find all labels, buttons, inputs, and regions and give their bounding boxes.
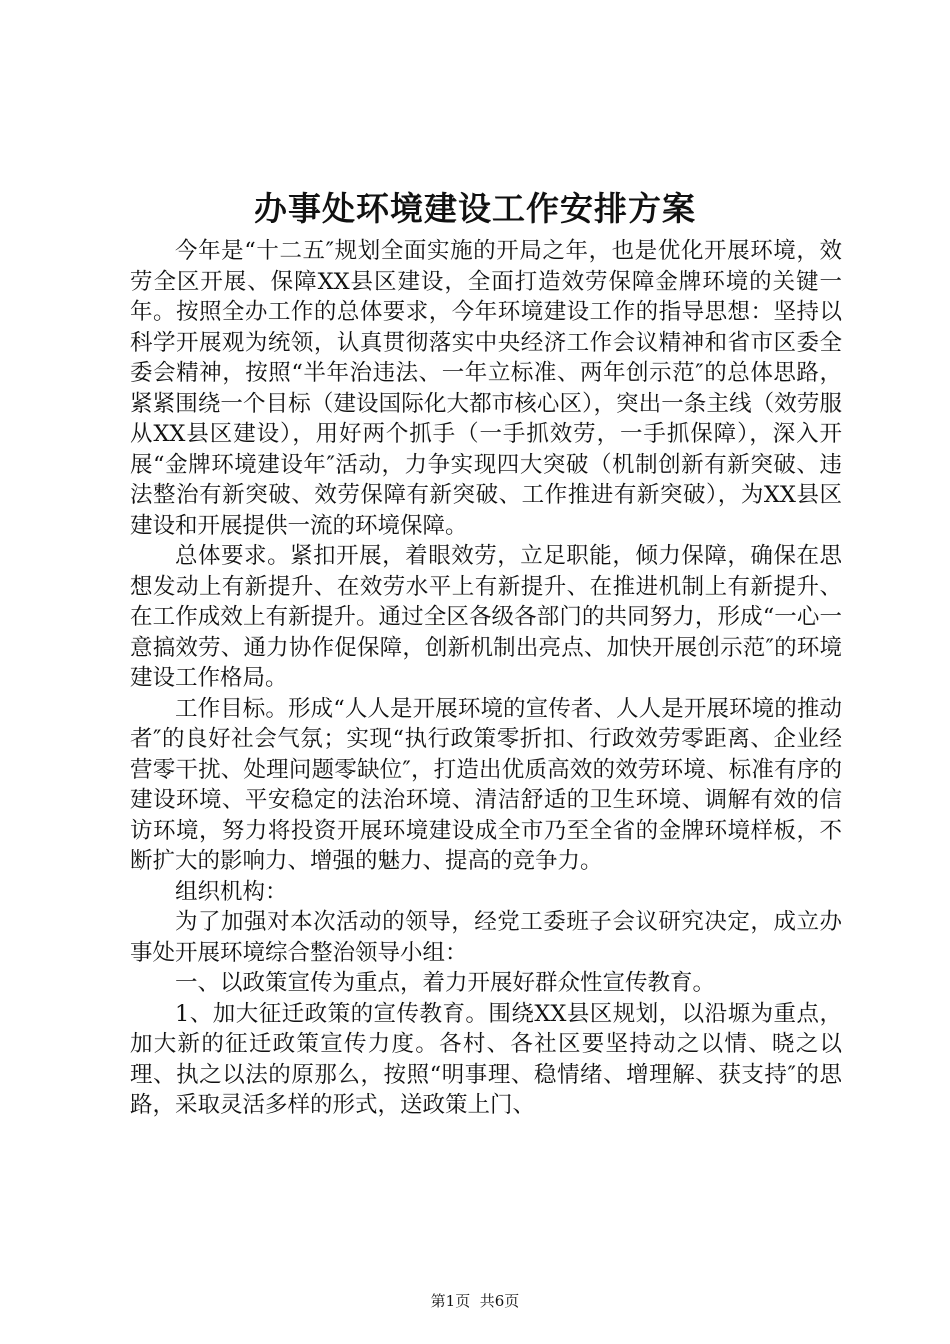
paragraph-organization-heading: 组织机构： [175,878,288,905]
document-body [130,236,842,1121]
paragraph-general-requirements: 总体要求。紧扣开展，着眼效劳，立足职能，倾力保障，确保在思想发动上有新提升、在效劳水平上有新提升、在推进机制上有新提升、在工作成效上有新提升。通过全区各级各部门的共同努力，形成“一心一意搞效劳、通力协作促保障，创新机制出亮点、加快开展创示范″的环境建设工作格局。 [130,543,842,691]
page-number-total: 共6页 [479,1292,520,1310]
paragraph-intro: 今年是“十二五″规划全面实施的开局之年，也是优化开展环境，效劳全区开展、保障XX县区建设，全面打造效劳保障金牌环境的关键一年。按照全办工作的总体要求，今年环境建设工作的指导思想：坚持以科学开展观为统领，认真贯彻落实中央经济工作会议精神和省市区委全委会精神，按照“半年治违法、一年立标准、两年创示范″的总体思路，紧紧围绕一个目标（建设国际化大都市核心区），突出一条主线（效劳服从XX县区建设），用好两个抓手（一手抓效劳，一手抓保障），深入开展“金牌环境建设年″活动，力争实现四大突破（机制创新有新突破、违法整治有新突破、效劳保障有新突破、工作推进有新突破），为XX县区建设和开展提供一流的环境保障。 [130,238,842,539]
section-heading-1: 一、以政策宣传为重点，着力开展好群众性宣传教育。 [175,970,716,996]
paragraph-work-goals: 工作目标。形成“人人是开展环境的宣传者、人人是开展环境的推动者″的良好社会气氛；实现“执行政策零折扣、行政效劳零距离、企业经营零干扰、处理问题零缺位″，打造出优质高效的效劳环境、标准有序的建设环境、平安稳定的法治环境、清洁舒适的卫生环境、调解有效的信访环境，努力将投资开展环境建设成全市乃至全省的金牌环境样板，不断扩大的影响力、增强的魅力、提高的竞争力。 [130,695,842,874]
page-footer [0,1291,950,1311]
paragraph-item-1: 1、加大征迁政策的宣传教育。围绕XX县区规划，以沿塬为重点，加大新的征迁政策宣传力度。各村、各社区要坚持动之以情、晓之以理、执之以法的原那么，按照“明事理、稳情绪、增理解、获支持″的思路，采取灵活多样的形式，送政策上门、 [130,1000,842,1118]
document-title: 办事处环境建设工作安排方案 [254,189,696,228]
page-number-current: 第1页 [430,1292,471,1310]
paragraph-organization: 为了加强对本次活动的领导，经党工委班子会议研究决定，成立办事处开展环境综合整治领导小组： [130,909,842,966]
